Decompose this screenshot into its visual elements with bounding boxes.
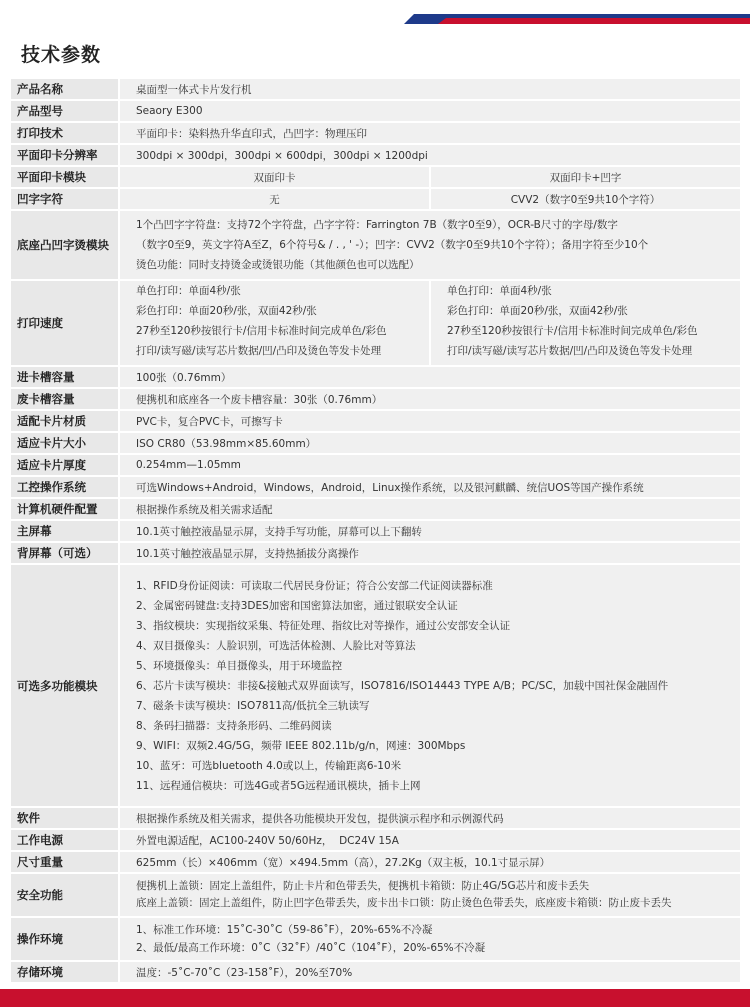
spec-value <box>120 565 740 806</box>
spec-label: 适应卡片厚度 <box>11 455 118 475</box>
spec-line: 彩色打印：单面20秒/张，双面42秒/张 <box>136 305 317 317</box>
spec-row-card-material <box>11 411 740 431</box>
spec-line: 2、最低/最高工作环境：0˚C（32˚F）/40˚C（104˚F），20%-65%不冷凝 <box>136 942 486 954</box>
spec-label: 软件 <box>11 808 118 828</box>
spec-value: 可选Windows+Android，Windows，Android，Linux操作系统，以及银河麒麟、统信UOS等国产操作系统 <box>120 477 740 497</box>
spec-line: 1个凸凹字字符盘：支持72个字符盘，凸字字符：Farrington 7B（数字0至9），OCR-B尺寸的字母/数字 <box>136 219 618 231</box>
spec-line: 9、WIFI：双频2.4G/5G，频带 IEEE 802.11b/g/n，网速：300Mbps <box>136 739 466 752</box>
spec-value-left <box>120 281 429 365</box>
spec-value-right <box>431 281 740 365</box>
spec-value: PVC卡，复合PVC卡，可擦写卡 <box>120 411 740 431</box>
spec-row-storage-env <box>11 962 740 982</box>
spec-value-right: 双面印卡+凹字 <box>431 167 740 187</box>
spec-line: 10、蓝牙：可选bluetooth 4.0或以上，传输距离6-10米 <box>136 759 402 772</box>
spec-label: 产品型号 <box>11 101 118 121</box>
spec-line: 1、标准工作环境：15˚C-30˚C（59-86˚F），20%-65%不冷凝 <box>136 924 433 936</box>
spec-row-emboss-chars <box>11 189 740 209</box>
spec-row-software <box>11 808 740 828</box>
spec-row-print-tech <box>11 123 740 143</box>
spec-label: 凹字字符 <box>11 189 118 209</box>
spec-label: 安全功能 <box>11 874 118 916</box>
spec-label: 背屏幕（可选） <box>11 543 118 563</box>
spec-label: 可选多功能模块 <box>11 565 118 806</box>
spec-value-left: 双面印卡 <box>120 167 429 187</box>
spec-label: 废卡槽容量 <box>11 389 118 409</box>
spec-label: 产品名称 <box>11 79 118 99</box>
spec-value: 便携机和底座各一个废卡槽容量：30张（0.76mm） <box>120 389 740 409</box>
spec-line: 8、条码扫描器：支持条形码、二维码阅读 <box>136 719 332 732</box>
spec-row-print-speed <box>11 281 740 365</box>
spec-row-back-screen <box>11 543 740 563</box>
spec-label: 主屏幕 <box>11 521 118 541</box>
spec-row-card-size <box>11 433 740 453</box>
spec-row-reject-hopper <box>11 389 740 409</box>
spec-split <box>120 281 740 365</box>
spec-value-left: 无 <box>120 189 429 209</box>
spec-label: 打印速度 <box>11 281 118 365</box>
spec-line: 烫色功能：同时支持烫金或烫银功能（其他颜色也可以选配） <box>136 259 420 271</box>
spec-value: 平面印卡：染料热升华直印式，凸凹字：物理压印 <box>120 123 740 143</box>
spec-value <box>120 211 740 279</box>
spec-line: 打印/读写磁/读写芯片数据/凹/凸印及烫色等发卡处理 <box>447 345 693 357</box>
spec-label: 工作电源 <box>11 830 118 850</box>
spec-label: 适配卡片材质 <box>11 411 118 431</box>
spec-label: 适应卡片大小 <box>11 433 118 453</box>
spec-value <box>120 918 740 960</box>
spec-line: 底座上盖锁：固定上盖组件，防止凹字色带丢失，废卡出卡口锁：防止烫色色带丢失，底座废卡箱锁：防止废卡丢失 <box>136 897 672 909</box>
spec-label: 平面印卡分辨率 <box>11 145 118 165</box>
header-red-stripe <box>438 18 750 24</box>
spec-value: 桌面型一体式卡片发行机 <box>120 79 740 99</box>
page-title: 技术参数 <box>21 44 102 66</box>
spec-line: 7、磁条卡读写模块：ISO7811高/低抗全三轨读写 <box>136 699 370 712</box>
spec-line: 27秒至120秒按银行卡/信用卡标准时间完成单色/彩色 <box>136 325 387 337</box>
spec-row-print-module <box>11 167 740 187</box>
spec-row-optional-modules <box>11 565 740 806</box>
spec-line: （数字0至9，英文字符A至Z，6个符号& / . , ' -）；凹字：CVV2（数字0至9共10个字符）；备用字符至少10个 <box>136 239 649 251</box>
spec-value: 温度：-5˚C-70˚C（23-158˚F），20%至70% <box>120 962 740 982</box>
spec-label: 底座凸凹字烫模块 <box>11 211 118 279</box>
spec-row-model <box>11 101 740 121</box>
spec-line: 6、芯片卡读写模块：非接&接触式双界面读写，ISO7816/ISO14443 TYPE A/B；PC/SC，加载中国社保金融固件 <box>136 679 669 692</box>
spec-row-operating-env <box>11 918 740 960</box>
spec-value <box>120 874 740 916</box>
spec-row-product-name <box>11 79 740 99</box>
spec-row-emboss-module <box>11 211 740 279</box>
spec-value-right: CVV2（数字0至9共10个字符） <box>431 189 740 209</box>
spec-label: 工控操作系统 <box>11 477 118 497</box>
spec-label: 平面印卡模块 <box>11 167 118 187</box>
spec-label: 存储环境 <box>11 962 118 982</box>
spec-value: 10.1英寸触控液晶显示屏，支持热插拔分离操作 <box>120 543 740 563</box>
spec-line: 11、远程通信模块：可选4G或者5G远程通讯模块，插卡上网 <box>136 779 421 792</box>
spec-value: ISO CR80（53.98mm×85.60mm） <box>120 433 740 453</box>
spec-label: 计算机硬件配置 <box>11 499 118 519</box>
spec-line: 2、金属密码键盘:支持3DES加密和国密算法加密，通过银联安全认证 <box>136 599 458 612</box>
spec-value: 100张（0.76mm） <box>120 367 740 387</box>
spec-line: 3、指纹模块：实现指纹采集、特征处理、指纹比对等操作，通过公安部安全认证 <box>136 619 511 632</box>
spec-row-input-hopper <box>11 367 740 387</box>
spec-split <box>120 189 740 209</box>
header-decor-bar <box>0 0 750 24</box>
spec-value: Seaory E300 <box>120 101 740 121</box>
spec-table <box>11 79 740 984</box>
spec-line: 单色打印：单面4秒/张 <box>136 285 241 297</box>
spec-line: 5、环境摄像头：单目摄像头，用于环境监控 <box>136 659 343 672</box>
spec-line: 1、RFID身份证阅读：可读取二代居民身份证；符合公安部二代证阅读器标准 <box>136 579 493 592</box>
spec-label: 进卡槽容量 <box>11 367 118 387</box>
spec-line: 单色打印：单面4秒/张 <box>447 285 552 297</box>
spec-label: 打印技术 <box>11 123 118 143</box>
spec-row-resolution <box>11 145 740 165</box>
footer-red-bar <box>0 989 750 1007</box>
spec-row-size-weight <box>11 852 740 872</box>
spec-label: 操作环境 <box>11 918 118 960</box>
spec-row-card-thickness <box>11 455 740 475</box>
spec-row-security <box>11 874 740 916</box>
spec-value: 根据操作系统及相关需求适配 <box>120 499 740 519</box>
spec-value: 根据操作系统及相关需求，提供各功能模块开发包，提供演示程序和示例源代码 <box>120 808 740 828</box>
spec-value: 300dpi × 300dpi，300dpi × 600dpi，300dpi × 1200dpi <box>120 145 740 165</box>
spec-line: 打印/读写磁/读写芯片数据/凹/凸印及烫色等发卡处理 <box>136 345 382 357</box>
spec-row-os <box>11 477 740 497</box>
spec-value: 0.254mm—1.05mm <box>120 455 740 475</box>
spec-row-main-screen <box>11 521 740 541</box>
spec-split <box>120 167 740 187</box>
spec-value: 外置电源适配，AC100-240V 50/60Hz， DC24V 15A <box>120 830 740 850</box>
spec-line: 27秒至120秒按银行卡/信用卡标准时间完成单色/彩色 <box>447 325 698 337</box>
spec-line: 彩色打印：单面20秒/张，双面42秒/张 <box>447 305 628 317</box>
spec-line: 4、双目摄像头：人脸识别，可选活体检测、人脸比对等算法 <box>136 639 416 652</box>
spec-label: 尺寸重量 <box>11 852 118 872</box>
spec-value: 10.1英寸触控液晶显示屏，支持手写功能，屏幕可以上下翻转 <box>120 521 740 541</box>
spec-row-hardware <box>11 499 740 519</box>
spec-value: 625mm（长）×406mm（宽）×494.5mm（高），27.2Kg（双主板，10.1寸显示屏） <box>120 852 740 872</box>
spec-line: 便携机上盖锁：固定上盖组件，防止卡片和色带丢失，便携机卡箱锁：防止4G/5G芯片和废卡丢失 <box>136 880 590 892</box>
spec-row-power <box>11 830 740 850</box>
